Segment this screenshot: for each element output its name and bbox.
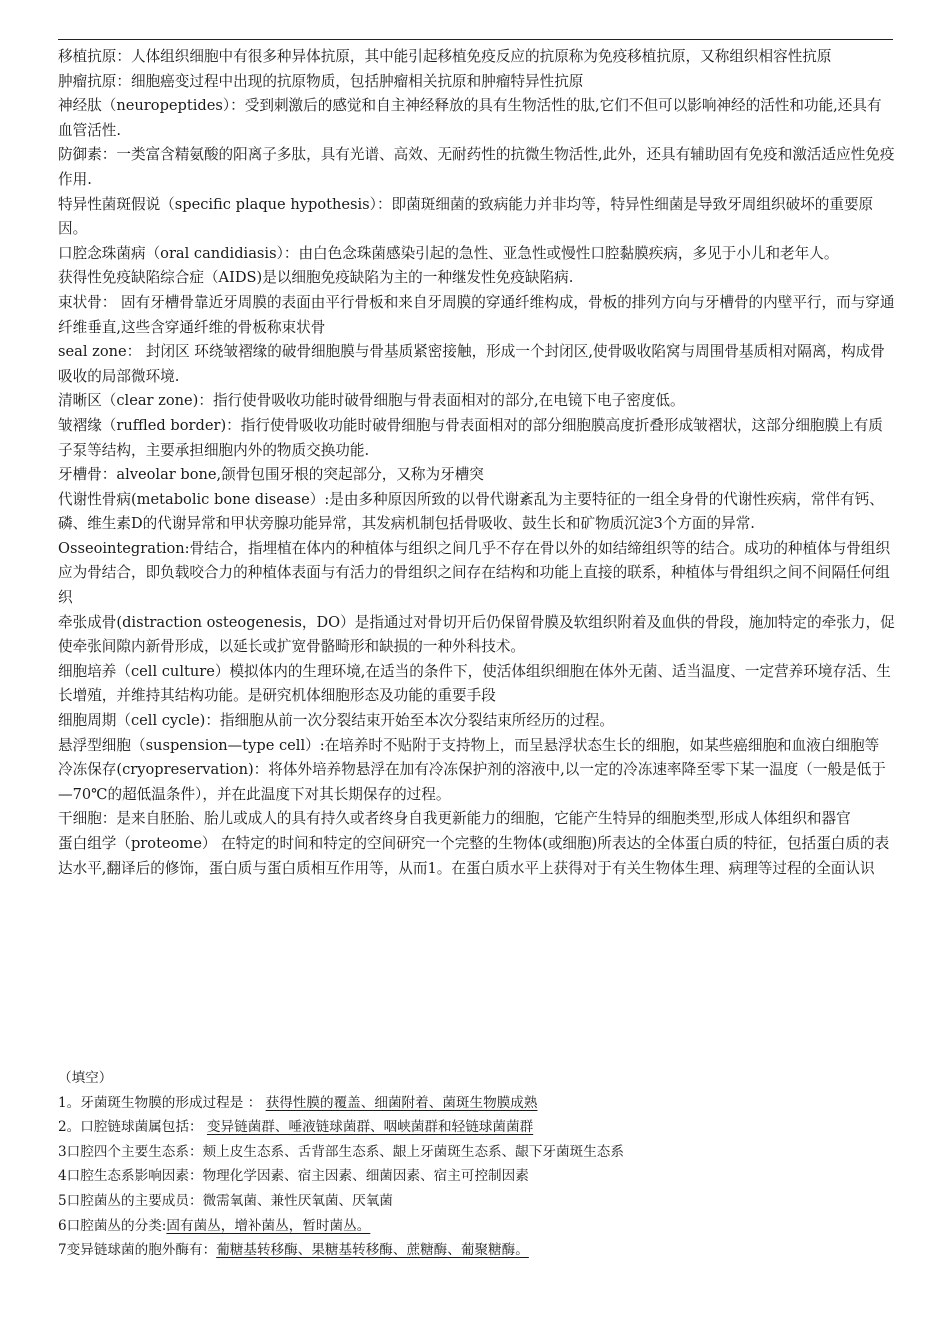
fill-item-prefix: 5口腔菌丛的主要成员：微需氧菌、兼性厌氧菌、厌氧菌 xyxy=(58,1192,393,1209)
fill-item xyxy=(58,1164,896,1189)
fill-item xyxy=(58,1214,896,1239)
definition-paragraph: 蛋白组学（proteome） 在特定的时间和特定的空间研究一个完整的生物体(或细胞)所表达的全体蛋白质的特征，包括蛋白质的表达水平,翻译后的修饰，蛋白质与蛋白质相互作用等，从而1。在蛋白质水平上获得对于有关生物体生理、病理等过程的全面认识 xyxy=(58,835,890,877)
fill-item xyxy=(58,1091,896,1116)
fill-item-prefix: 4口腔生态系影响因素：物理化学因素、宿主因素、细菌因素、宿主可控制因素 xyxy=(58,1168,529,1185)
definition-paragraph: 悬浮型细胞（suspension—type cell）:在培养时不贴附于支持物上，而呈悬浮状态生长的细胞，如某些癌细胞和血液白细胞等 xyxy=(58,736,880,754)
fill-item xyxy=(58,1115,896,1140)
definition-paragraph: seal zone： 封闭区 环绕皱褶缘的破骨细胞膜与骨基质紧密接触，形成一个封闭区,使骨吸收陷窝与周围骨基质相对隔离，构成骨吸收的局部微环境. xyxy=(58,343,885,385)
definition-paragraph: 束状骨： 固有牙槽骨靠近牙周膜的表面由平行骨板和来自牙周膜的穿通纤维构成，骨板的排列方向与牙槽骨的内壁平行，而与穿通纤维垂直,这些含穿通纤维的骨板称束状骨 xyxy=(58,293,895,336)
definition-paragraph: 口腔念珠菌病（oral candidiasis）：由白色念珠菌感染引起的急性、亚急性或慢性口腔黏膜疾病，多见于小儿和老年人。 xyxy=(58,244,839,262)
definition-paragraph: 代谢性骨病(metabolic bone disease）:是由多种原因所致的以骨代谢紊乱为主要特征的一组全身骨的代谢性疾病，常伴有钙、磷、维生素D的代谢异常和甲状旁腺功能异常，其发病机制包括骨吸收、鼓生长和矿物质沉淀3个方面的异常. xyxy=(58,490,884,533)
fill-item-prefix: 1。牙菌斑生物膜的形成过程是 ： xyxy=(58,1094,266,1111)
fill-item-answer: 固有菌丛，增补菌丛，暂时菌丛。 xyxy=(166,1217,371,1234)
definition-paragraph: 干细胞：是来自胚胎、胎儿或成人的具有持久或者终身自我更新能力的细胞，它能产生特异的细胞类型,形成人体组织和器官 xyxy=(58,810,851,828)
fill-item-prefix: 7变异链球菌的胞外酶有： xyxy=(58,1242,217,1259)
top-rule xyxy=(58,39,893,40)
definition-paragraph: Osseointegration:骨结合，指埋植在体内的种植体与组织之间几乎不存在骨以外的如结缔组织等的结合。成功的种植体与骨组织应为骨结合，即负载咬合力的种植体表面与有活力的骨组织之间存在结构和功能上直接的联系，种植体与骨组织之间不间隔任何组织 xyxy=(58,539,891,607)
definition-paragraph: 防御素：一类富含精氨酸的阳离子多肽，具有光谱、高效、无耐药性的抗微生物活性,此外，还具有辅助固有免疫和激活适应性免疫作用. xyxy=(58,146,895,188)
fill-in-section xyxy=(58,1066,896,1263)
definition-paragraph: 牵张成骨(distraction osteogenesis，DO）是指通过对骨切开后仍保留骨膜及软组织附着及血供的骨段，施加特定的牵张力，促使牵张间隙内新骨形成，以延长或扩宽骨骼畸形和缺损的一种外科技术。 xyxy=(58,613,895,656)
definition-paragraph: 细胞培养（cell culture）模拟体内的生理环境,在适当的条件下，使活体组织细胞在体外无菌、适当温度、一定营养环境存活、生长增殖，并维持其结构功能。是研究机体细胞形态及功能的重要手段 xyxy=(58,662,891,705)
definition-paragraph: 获得性免疫缺陷综合症（AIDS)是以细胞免疫缺陷为主的一种继发性免疫缺陷病. xyxy=(58,269,574,287)
definition-paragraph: 细胞周期（cell cycle)：指细胞从前一次分裂结束开始至本次分裂结束所经历的过程。 xyxy=(58,712,614,730)
fill-item-answer: 葡糖基转移酶、果糖基转移酶、蔗糖酶、葡聚糖酶。 xyxy=(216,1242,529,1259)
definition-paragraph: 皱褶缘（ruffled border)：指行使骨吸收功能时破骨细胞与骨表面相对的部分细胞膜高度折叠形成皱褶状，这部分细胞膜上有质子泵等结构，主要承担细胞内外的物质交换功能. xyxy=(58,416,883,459)
definition-paragraph: 清晰区（clear zone)：指行使骨吸收功能时破骨细胞与骨表面相对的部分,在电镜下电子密度低。 xyxy=(58,392,685,410)
fill-item xyxy=(58,1189,896,1214)
definition-paragraph: 移植抗原：人体组织细胞中有很多种异体抗原，其中能引起移植免疫反应的抗原称为免疫移植抗原，又称组织相容性抗原 xyxy=(58,48,832,65)
fill-item-prefix: 3口腔四个主要生态系：颊上皮生态系、舌背部生态系、龈上牙菌斑生态系、龈下牙菌斑生态系 xyxy=(58,1143,624,1160)
fill-item-prefix: 2。口腔链球菌属包括： xyxy=(58,1119,207,1136)
definition-paragraph: 肿瘤抗原：细胞癌变过程中出现的抗原物质，包括肿瘤相关抗原和肿瘤特异性抗原 xyxy=(58,72,584,90)
fill-item xyxy=(58,1140,896,1165)
definition-paragraph: 神经肽（neuropeptides）：受到刺激后的感觉和自主神经释放的具有生物活性的肽,它们不但可以影响神经的活性和功能,还具有血管活性. xyxy=(58,97,882,139)
definition-paragraph: 冷冻保存(cryopreservation)：将体外培养物悬浮在加有冷冻保护剂的溶液中,以一定的冷冻速率降至零下某一温度（一般是低于—70℃的超低温条件），并在此温度下对其长期保存的过程。 xyxy=(58,761,886,803)
fill-item-prefix: 6口腔菌丛的分类: xyxy=(58,1217,167,1234)
fill-item-answer: 变异链菌群、唾液链球菌群、咽峡菌群和轻链球菌菌群 xyxy=(206,1119,534,1136)
definitions-section xyxy=(58,45,896,881)
definition-paragraph: 特异性菌斑假说（specific plaque hypothesis）：即菌斑细菌的致病能力并非均等，特异性细菌是导致牙周组织破坏的重要原因。 xyxy=(58,195,874,238)
fill-item-answer: 获得性膜的覆盖、细菌附着、菌斑生物膜成熟 xyxy=(265,1094,538,1111)
fill-item xyxy=(58,1238,896,1263)
fill-section-title: （填空） xyxy=(58,1070,113,1086)
definition-paragraph: 牙槽骨：alveolar bone,颌骨包围牙根的突起部分，又称为牙槽突 xyxy=(58,466,484,484)
